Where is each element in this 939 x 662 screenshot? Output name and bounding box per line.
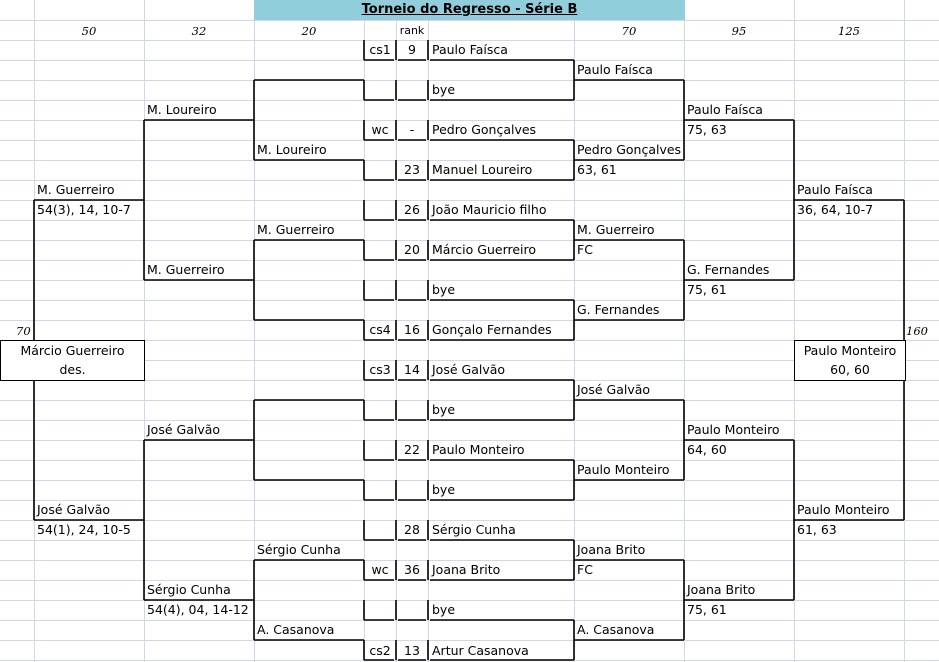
draw-seed: cs3	[369, 362, 391, 377]
draw-player[interactable]: bye	[432, 282, 456, 297]
right-r1-winner[interactable]: Paulo Faísca	[577, 62, 653, 77]
right-r3-winner[interactable]: Paulo Faísca	[797, 182, 873, 197]
draw-rank: 13	[404, 643, 420, 658]
left-final-score: des.	[59, 362, 86, 377]
draw-player[interactable]: Manuel Loureiro	[432, 162, 533, 177]
left-r3-score: 54(3), 14, 10-7	[37, 202, 131, 217]
draw-seed: cs1	[369, 42, 391, 57]
draw-player[interactable]: bye	[432, 482, 456, 497]
draw-player[interactable]: bye	[432, 402, 456, 417]
points-col-2: 20	[301, 24, 317, 38]
right-r2-winner[interactable]: Paulo Monteiro	[687, 422, 780, 437]
draw-player[interactable]: José Galvão	[432, 362, 506, 377]
points-left-final: 70	[16, 324, 31, 338]
right-r1-winner[interactable]: A. Casanova	[577, 622, 655, 637]
left-final-winner: Márcio Guerreiro	[20, 343, 125, 358]
right-r1-winner[interactable]: Pedro Gonçalves	[577, 142, 682, 157]
right-final-box[interactable]	[794, 340, 906, 381]
points-col-6: 70	[621, 24, 637, 38]
draw-player[interactable]: João Mauricio filho	[432, 202, 547, 217]
draw-rank: 36	[404, 562, 420, 577]
draw-seed: cs4	[369, 322, 391, 337]
right-r2-score: 75, 61	[687, 282, 727, 297]
draw-seed: wc	[371, 562, 389, 577]
draw-player[interactable]: bye	[432, 82, 456, 97]
left-r2-winner[interactable]: M. Loureiro	[147, 102, 217, 117]
draw-player[interactable]: Artur Casanova	[432, 643, 529, 658]
draw-player[interactable]: Márcio Guerreiro	[432, 242, 537, 257]
right-r2-winner[interactable]: Paulo Faísca	[687, 102, 763, 117]
title-cell[interactable]	[254, 0, 685, 20]
draw-rank: 20	[404, 242, 420, 257]
right-r3-score: 36, 64, 10-7	[797, 202, 874, 217]
left-r1-winner[interactable]: Sérgio Cunha	[257, 542, 341, 557]
right-r2-score: 75, 61	[687, 602, 727, 617]
page-title: Torneio do Regresso - Série B	[361, 2, 578, 17]
right-r3-score: 61, 63	[797, 522, 837, 537]
left-r2-winner[interactable]: M. Guerreiro	[147, 262, 225, 277]
left-r3-winner[interactable]: M. Guerreiro	[37, 182, 115, 197]
right-r1-winner[interactable]: José Galvão	[577, 382, 651, 397]
left-r2-winner[interactable]: Sérgio Cunha	[147, 582, 231, 597]
draw-rank: 14	[404, 362, 420, 377]
right-r2-score: 75, 63	[687, 122, 727, 137]
left-r2-winner[interactable]: José Galvão	[147, 422, 221, 437]
draw-seed: cs2	[369, 643, 391, 658]
draw-rank: 28	[404, 522, 420, 537]
points-col-0: 50	[81, 24, 97, 38]
draw-rank: -	[409, 122, 415, 137]
draw-player[interactable]: Pedro Gonçalves	[432, 122, 537, 137]
draw-player[interactable]: Joana Brito	[432, 562, 501, 577]
draw-player[interactable]: Paulo Monteiro	[432, 442, 525, 457]
right-final-winner: Paulo Monteiro	[803, 343, 897, 358]
right-r1-score: FC	[577, 242, 593, 257]
left-r3-winner[interactable]: José Galvão	[37, 502, 111, 517]
left-r1-winner[interactable]: A. Casanova	[257, 622, 335, 637]
left-r1-winner[interactable]: M. Guerreiro	[257, 222, 335, 237]
draw-player[interactable]: Sérgio Cunha	[432, 522, 516, 537]
left-r3-score: 54(1), 24, 10-5	[37, 522, 131, 537]
left-r1-winner[interactable]: M. Loureiro	[257, 142, 327, 157]
draw-player[interactable]: Paulo Faísca	[432, 42, 508, 57]
right-r1-winner[interactable]: G. Fernandes	[577, 302, 660, 317]
right-r2-score: 64, 60	[687, 442, 727, 457]
points-col-1: 32	[191, 24, 207, 38]
right-r2-winner[interactable]: Joana Brito	[687, 582, 756, 597]
rank-header: rank	[399, 24, 425, 37]
draw-player[interactable]: Gonçalo Fernandes	[432, 322, 552, 337]
right-r1-winner[interactable]: Paulo Monteiro	[577, 462, 670, 477]
right-r3-winner[interactable]: Paulo Monteiro	[797, 502, 890, 517]
points-right-final: 160	[906, 324, 928, 338]
draw-rank: 9	[408, 42, 416, 57]
points-col-8: 125	[838, 24, 860, 38]
left-r2-score: 54(4), 04, 14-12	[147, 602, 249, 617]
right-r1-score: FC	[577, 562, 593, 577]
draw-seed: wc	[371, 122, 389, 137]
points-col-7: 95	[731, 24, 747, 38]
draw-rank: 16	[404, 322, 420, 337]
right-final-score: 60, 60	[830, 362, 870, 377]
right-r1-winner[interactable]: Joana Brito	[577, 542, 646, 557]
draw-rank: 22	[404, 442, 420, 457]
right-r1-winner[interactable]: M. Guerreiro	[577, 222, 655, 237]
right-r1-score: 63, 61	[577, 162, 617, 177]
left-final-box[interactable]	[0, 340, 145, 381]
draw-player[interactable]: bye	[432, 602, 456, 617]
right-r2-winner[interactable]: G. Fernandes	[687, 262, 770, 277]
draw-rank: 26	[404, 202, 420, 217]
draw-rank: 23	[404, 162, 420, 177]
